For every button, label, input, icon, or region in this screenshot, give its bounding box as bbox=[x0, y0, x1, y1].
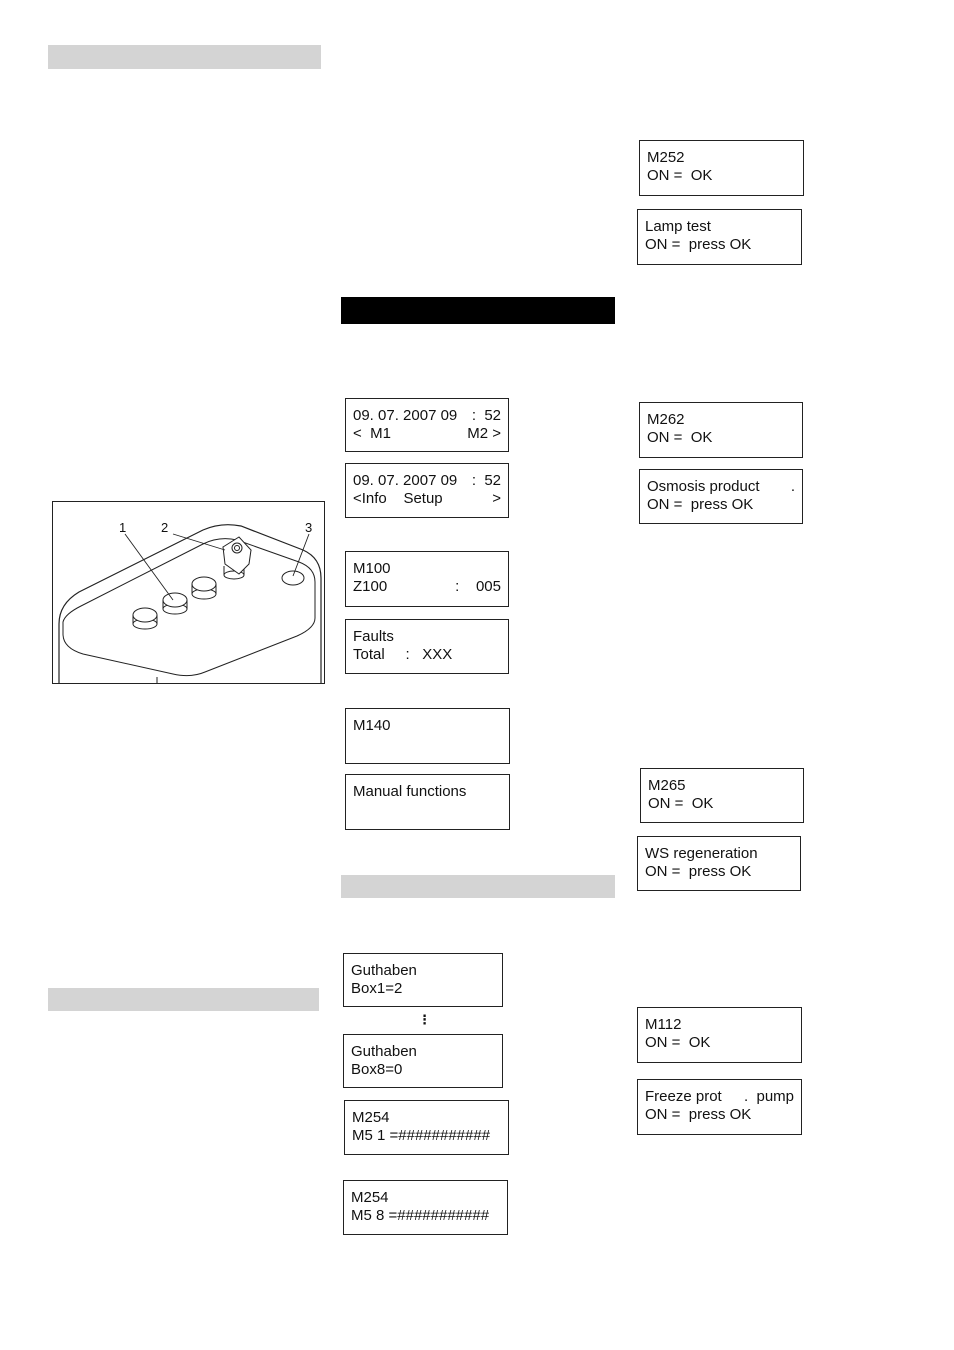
display-text: ON = OK bbox=[645, 1034, 711, 1051]
display-text: Manual functions bbox=[353, 783, 467, 800]
section-heading-bar-black bbox=[341, 297, 615, 324]
display-text: M262 bbox=[647, 411, 685, 428]
display-faults bbox=[345, 619, 509, 674]
display-text: M112 bbox=[645, 1016, 682, 1033]
display-text: ON = press OK bbox=[645, 236, 752, 253]
display-text: Z100 bbox=[353, 578, 388, 595]
vertical-ellipsis: ⋮ bbox=[418, 1012, 431, 1027]
control-panel-figure bbox=[52, 501, 325, 684]
display-text: <Info Setup bbox=[353, 490, 443, 507]
display-text: Freeze prot bbox=[645, 1088, 722, 1105]
display-lamp-test bbox=[637, 209, 802, 265]
display-text: ON = OK bbox=[647, 429, 713, 446]
display-text: Osmosis product bbox=[647, 478, 760, 495]
section-heading-bar-left-top bbox=[48, 45, 321, 69]
display-text: M100 bbox=[353, 560, 391, 577]
display-m252 bbox=[639, 140, 804, 196]
display-text: M140 bbox=[353, 717, 391, 734]
display-text: ON = press OK bbox=[645, 863, 752, 880]
display-text: ON = press OK bbox=[647, 496, 754, 513]
display-text: Guthaben bbox=[351, 962, 417, 979]
callout-3: 3 bbox=[305, 520, 313, 535]
display-text: M2 > bbox=[467, 425, 501, 442]
section-heading-bar-left-bottom bbox=[48, 988, 319, 1011]
display-guthaben-box8 bbox=[343, 1034, 503, 1088]
display-text: M265 bbox=[648, 777, 686, 794]
display-start-screen-2 bbox=[345, 463, 509, 518]
display-m140 bbox=[345, 708, 510, 764]
display-m254-box8 bbox=[343, 1180, 508, 1235]
callout-1: 1 bbox=[119, 520, 127, 535]
display-text: Lamp test bbox=[645, 218, 711, 235]
display-text: ON = press OK bbox=[645, 1106, 752, 1123]
display-guthaben-box1 bbox=[343, 953, 503, 1007]
display-text: > bbox=[492, 490, 501, 507]
display-m112 bbox=[637, 1007, 802, 1063]
display-text: WS regeneration bbox=[645, 845, 758, 862]
display-text: : 52 bbox=[471, 472, 501, 489]
display-m262 bbox=[639, 402, 803, 458]
display-text: 09. 07. 2007 09 bbox=[353, 407, 458, 424]
display-text: < M1 bbox=[353, 425, 391, 442]
display-text: . bbox=[790, 478, 795, 495]
callout-2: 2 bbox=[161, 520, 169, 535]
display-text: M5 8 =########### bbox=[351, 1207, 490, 1224]
display-text: : 52 bbox=[471, 407, 501, 424]
display-text: Faults bbox=[353, 628, 394, 645]
display-osmosis-product bbox=[639, 469, 803, 524]
display-text: : 005 bbox=[455, 578, 501, 595]
display-text: ON = OK bbox=[648, 795, 714, 812]
display-text: . pump bbox=[743, 1088, 794, 1105]
display-text: Box1=2 bbox=[351, 980, 403, 997]
section-heading-bar-middle bbox=[341, 875, 615, 898]
display-start-screen-1 bbox=[345, 398, 509, 452]
display-ws-regeneration bbox=[637, 836, 801, 891]
display-m254-box1 bbox=[344, 1100, 509, 1155]
display-freeze-protection-pump bbox=[637, 1079, 802, 1135]
display-text: M5 1 =########### bbox=[352, 1127, 491, 1144]
display-manual-functions bbox=[345, 774, 510, 830]
display-text: M252 bbox=[647, 149, 685, 166]
display-text: ON = OK bbox=[647, 167, 713, 184]
display-text: M254 bbox=[351, 1189, 389, 1206]
display-text: M254 bbox=[352, 1109, 390, 1126]
display-text: 09. 07. 2007 09 bbox=[353, 472, 458, 489]
display-m265 bbox=[640, 768, 804, 823]
display-text: Guthaben bbox=[351, 1043, 417, 1060]
display-text: Total : XXX bbox=[353, 646, 453, 663]
display-m100 bbox=[345, 551, 509, 607]
display-text: Box8=0 bbox=[351, 1061, 403, 1078]
